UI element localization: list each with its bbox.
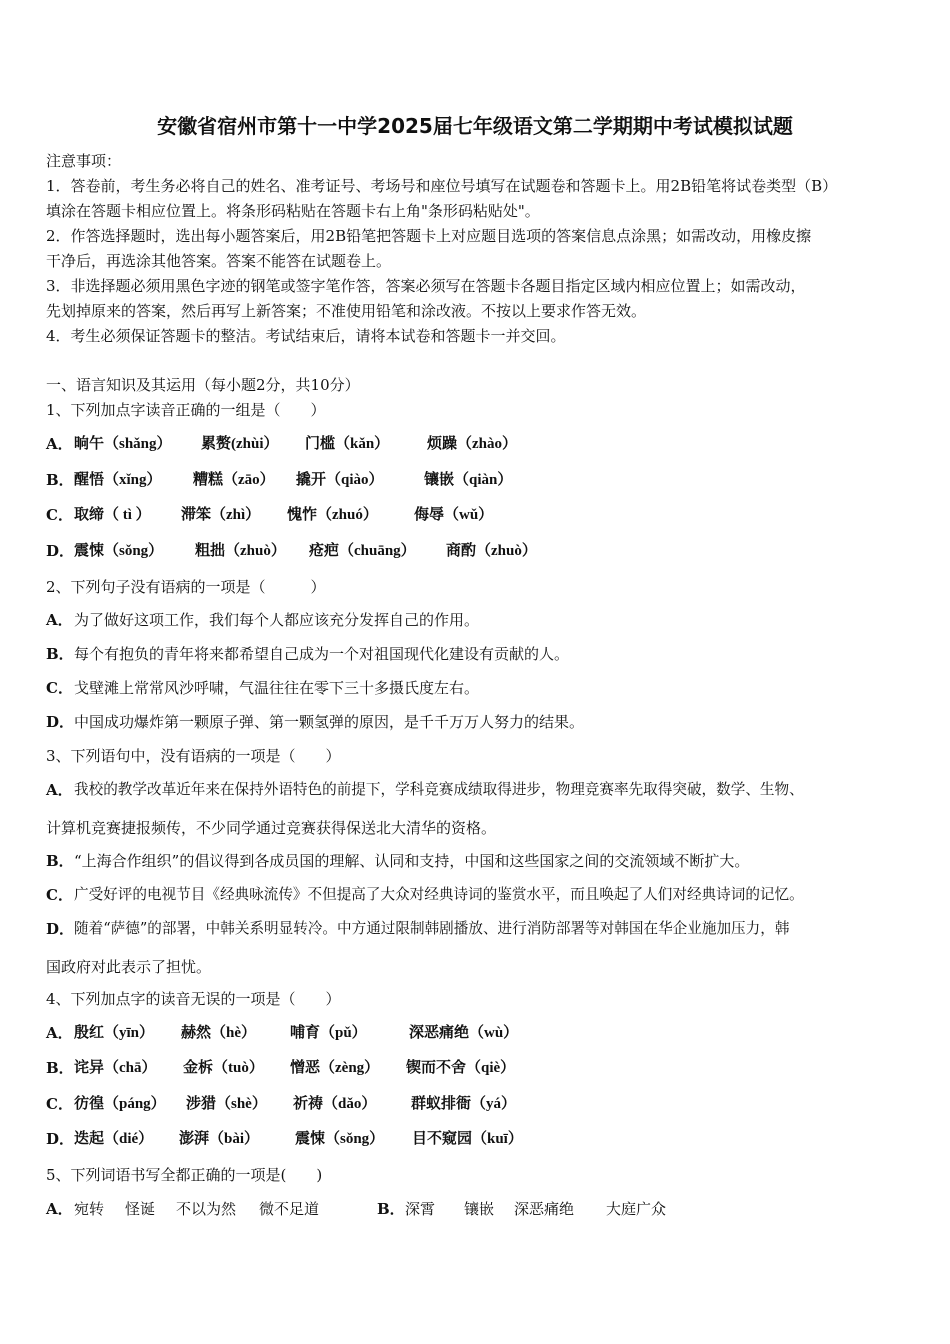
q5-option-b-item: 深霄 <box>405 1200 436 1218</box>
q4-option-a-item: 赫然（hè） <box>181 1025 257 1041</box>
q3-option-b-label: B． <box>46 852 74 870</box>
q2-option-b-label: B． <box>46 645 74 663</box>
q3-option-d-text: 随着“萨德”的部署，中韩关系明显转冷。中方通过限制韩剧播放、进行消防部署等对韩国在华企业施加压力，韩 <box>74 920 790 937</box>
q5-option-b-label: B． <box>377 1200 405 1218</box>
question-3-stem: 3、下列语句中，没有语病的一项是（ ） <box>46 747 341 765</box>
q3-option-b-text: “上海合作组织”的倡议得到各成员国的理解、认同和支持，中国和这些国家之间的交流领域不断扩大。 <box>74 852 750 870</box>
q1-option-d-item: 疮疤（chuāng） <box>309 543 416 559</box>
q1-option-c-item: 侮辱（wǔ） <box>414 507 494 523</box>
q4-option-d-item: 澎湃（bài） <box>179 1131 260 1147</box>
question-4-stem: 4、下列加点字的读音无误的一项是（ ） <box>46 990 341 1008</box>
q4-option-b-item: 金柝（tuò） <box>183 1060 264 1076</box>
q5-option-a-label: A． <box>46 1200 73 1218</box>
q1-option-a-label: A． <box>46 435 73 453</box>
q5-option-b-item: 镶嵌 <box>464 1200 495 1218</box>
q2-option-c-text: 戈壁滩上常常风沙呼啸，气温往往在零下三十多摄氏度左右。 <box>74 679 480 697</box>
q5-option-a-item: 怪诞 <box>125 1200 156 1218</box>
q1-option-d-item: 粗拙（zhuò） <box>195 543 286 559</box>
q4-option-a-label: A． <box>46 1024 73 1042</box>
q4-option-c-label: C． <box>46 1095 73 1113</box>
q1-option-d-item: 商酌（zhuò） <box>446 543 537 559</box>
q3-option-a-label: A． <box>46 781 73 799</box>
q1-option-a-item: 累赘(zhùi） <box>201 436 279 452</box>
q1-option-b-item: 镶嵌（qiàn） <box>424 472 513 488</box>
q1-option-c-item: 愧怍（zhuó） <box>287 507 378 523</box>
notes-heading: 注意事项： <box>46 152 122 170</box>
q2-option-b-text: 每个有抱负的青年将来都希望自己成为一个对祖国现代化建设有贡献的人。 <box>74 645 570 663</box>
notes-line: 2．作答选择题时，选出每小题答案后，用2B铅笔把答题卡上对应题目选项的答案信息点涂黑；如需改动，用橡皮擦 <box>46 227 812 245</box>
q3-option-d-label: D． <box>46 920 75 938</box>
q4-option-a-item: 深恶痛绝（wù） <box>409 1025 519 1041</box>
q5-option-a-item: 微不足道 <box>259 1200 320 1218</box>
q1-option-b-item: 撬开（qiào） <box>296 472 384 488</box>
q4-option-d-item: 震悚（sǒng） <box>295 1131 385 1147</box>
question-5-stem: 5、下列词语书写全都正确的一项是( ) <box>46 1166 323 1184</box>
q2-option-d-label: D． <box>46 713 75 731</box>
q2-option-d-text: 中国成功爆炸第一颗原子弹、第一颗氢弹的原因，是千千万万人努力的结果。 <box>74 713 585 731</box>
q4-option-d-label: D． <box>46 1130 75 1148</box>
q2-option-c-label: C． <box>46 679 73 697</box>
q3-option-c-label: C． <box>46 886 73 904</box>
q1-option-c-label: C． <box>46 506 73 524</box>
q4-option-c-item: 涉猎（shè） <box>186 1096 267 1112</box>
q4-option-d-item: 目不窥园（kuī） <box>412 1131 523 1147</box>
q4-option-a-item: 殷红（yīn） <box>74 1025 155 1041</box>
notes-line: 先划掉原来的答案，然后再写上新答案；不准使用铅笔和涂改液。不按以上要求作答无效。 <box>46 302 647 320</box>
notes-line: 填涂在答题卡相应位置上。将条形码粘贴在答题卡右上角"条形码粘贴处"。 <box>46 202 540 220</box>
q4-option-b-item: 锲而不舍（qiè） <box>406 1060 516 1076</box>
q4-option-c-item: 祈祷（dǎo） <box>293 1096 377 1112</box>
question-2-stem: 2、下列句子没有语病的一项是（ ） <box>46 578 326 596</box>
q2-option-a-label: A． <box>46 611 73 629</box>
q4-option-b-label: B． <box>46 1059 74 1077</box>
q4-option-d-item: 迭起（dié） <box>74 1131 154 1147</box>
notes-line: 干净后，再选涂其他答案。答案不能答在试题卷上。 <box>46 252 392 270</box>
q1-option-a-item: 晌午（shǎng） <box>74 436 172 452</box>
q3-option-a-text: 我校的教学改革近年来在保持外语特色的前提下，学科竞赛成绩取得进步，物理竞赛率先取得突破，数学、生物、 <box>74 781 804 798</box>
q1-option-b-label: B． <box>46 471 74 489</box>
q5-option-b-item: 大庭广众 <box>606 1200 667 1218</box>
notes-line: 3．非选择题必须用黑色字迹的钢笔或签字笔作答，答案必须写在答题卡各题目指定区域内相应位置上；如需改动， <box>46 277 806 295</box>
q1-option-b-item: 醒悟（xǐng） <box>74 472 162 488</box>
page-title: 安徽省宿州市第十一中学2025届七年级语文第二学期期中考试模拟试题 <box>157 114 793 138</box>
q4-option-b-item: 憎恶（zèng） <box>290 1060 380 1076</box>
q5-option-a-item: 宛转 <box>74 1200 105 1218</box>
q4-option-c-item: 彷徨（páng） <box>74 1096 166 1112</box>
notes-line: 1．答卷前，考生务必将自己的姓名、准考证号、考场号和座位号填写在试题卷和答题卡上。用2B铅笔将试卷类型（B） <box>46 177 838 195</box>
q1-option-a-item: 门槛（kǎn） <box>305 436 390 452</box>
q5-option-b-item: 深恶痛绝 <box>514 1200 575 1218</box>
q1-option-d-item: 震悚（sǒng） <box>74 543 164 559</box>
q1-option-a-item: 烦躁（zhào） <box>427 436 518 452</box>
q1-option-d-label: D． <box>46 542 75 560</box>
q1-option-c-item: 取缔（ tì ） <box>74 507 151 523</box>
q4-option-c-item: 群蚁排衙（yá） <box>411 1096 517 1112</box>
question-1-stem: 1、下列加点字读音正确的一组是（ ） <box>46 401 326 419</box>
notes-line: 4．考生必须保证答题卡的整洁。考试结束后，请将本试卷和答题卡一并交回。 <box>46 327 566 345</box>
q2-option-a-text: 为了做好这项工作，我们每个人都应该充分发挥自己的作用。 <box>74 611 480 629</box>
q5-option-a-item: 不以为然 <box>176 1200 237 1218</box>
q3-option-c-text: 广受好评的电视节目《经典咏流传》不但提高了大众对经典诗词的鉴赏水平，而且唤起了人们对经典诗词的记忆。 <box>74 886 804 903</box>
q4-option-b-item: 诧异（chā） <box>74 1060 157 1076</box>
section-heading: 一、语言知识及其运用（每小题2分，共10分） <box>46 376 360 394</box>
q3-option-a-text-cont: 计算机竞赛捷报频传，不少同学通过竞赛获得保送北大清华的资格。 <box>46 819 497 837</box>
q1-option-b-item: 糟糕（zāo） <box>193 472 275 488</box>
q1-option-c-item: 滞笨（zhì） <box>181 507 261 523</box>
q3-option-d-text-cont: 国政府对此表示了担忧。 <box>46 958 212 976</box>
q4-option-a-item: 哺育（pǔ） <box>290 1025 367 1041</box>
